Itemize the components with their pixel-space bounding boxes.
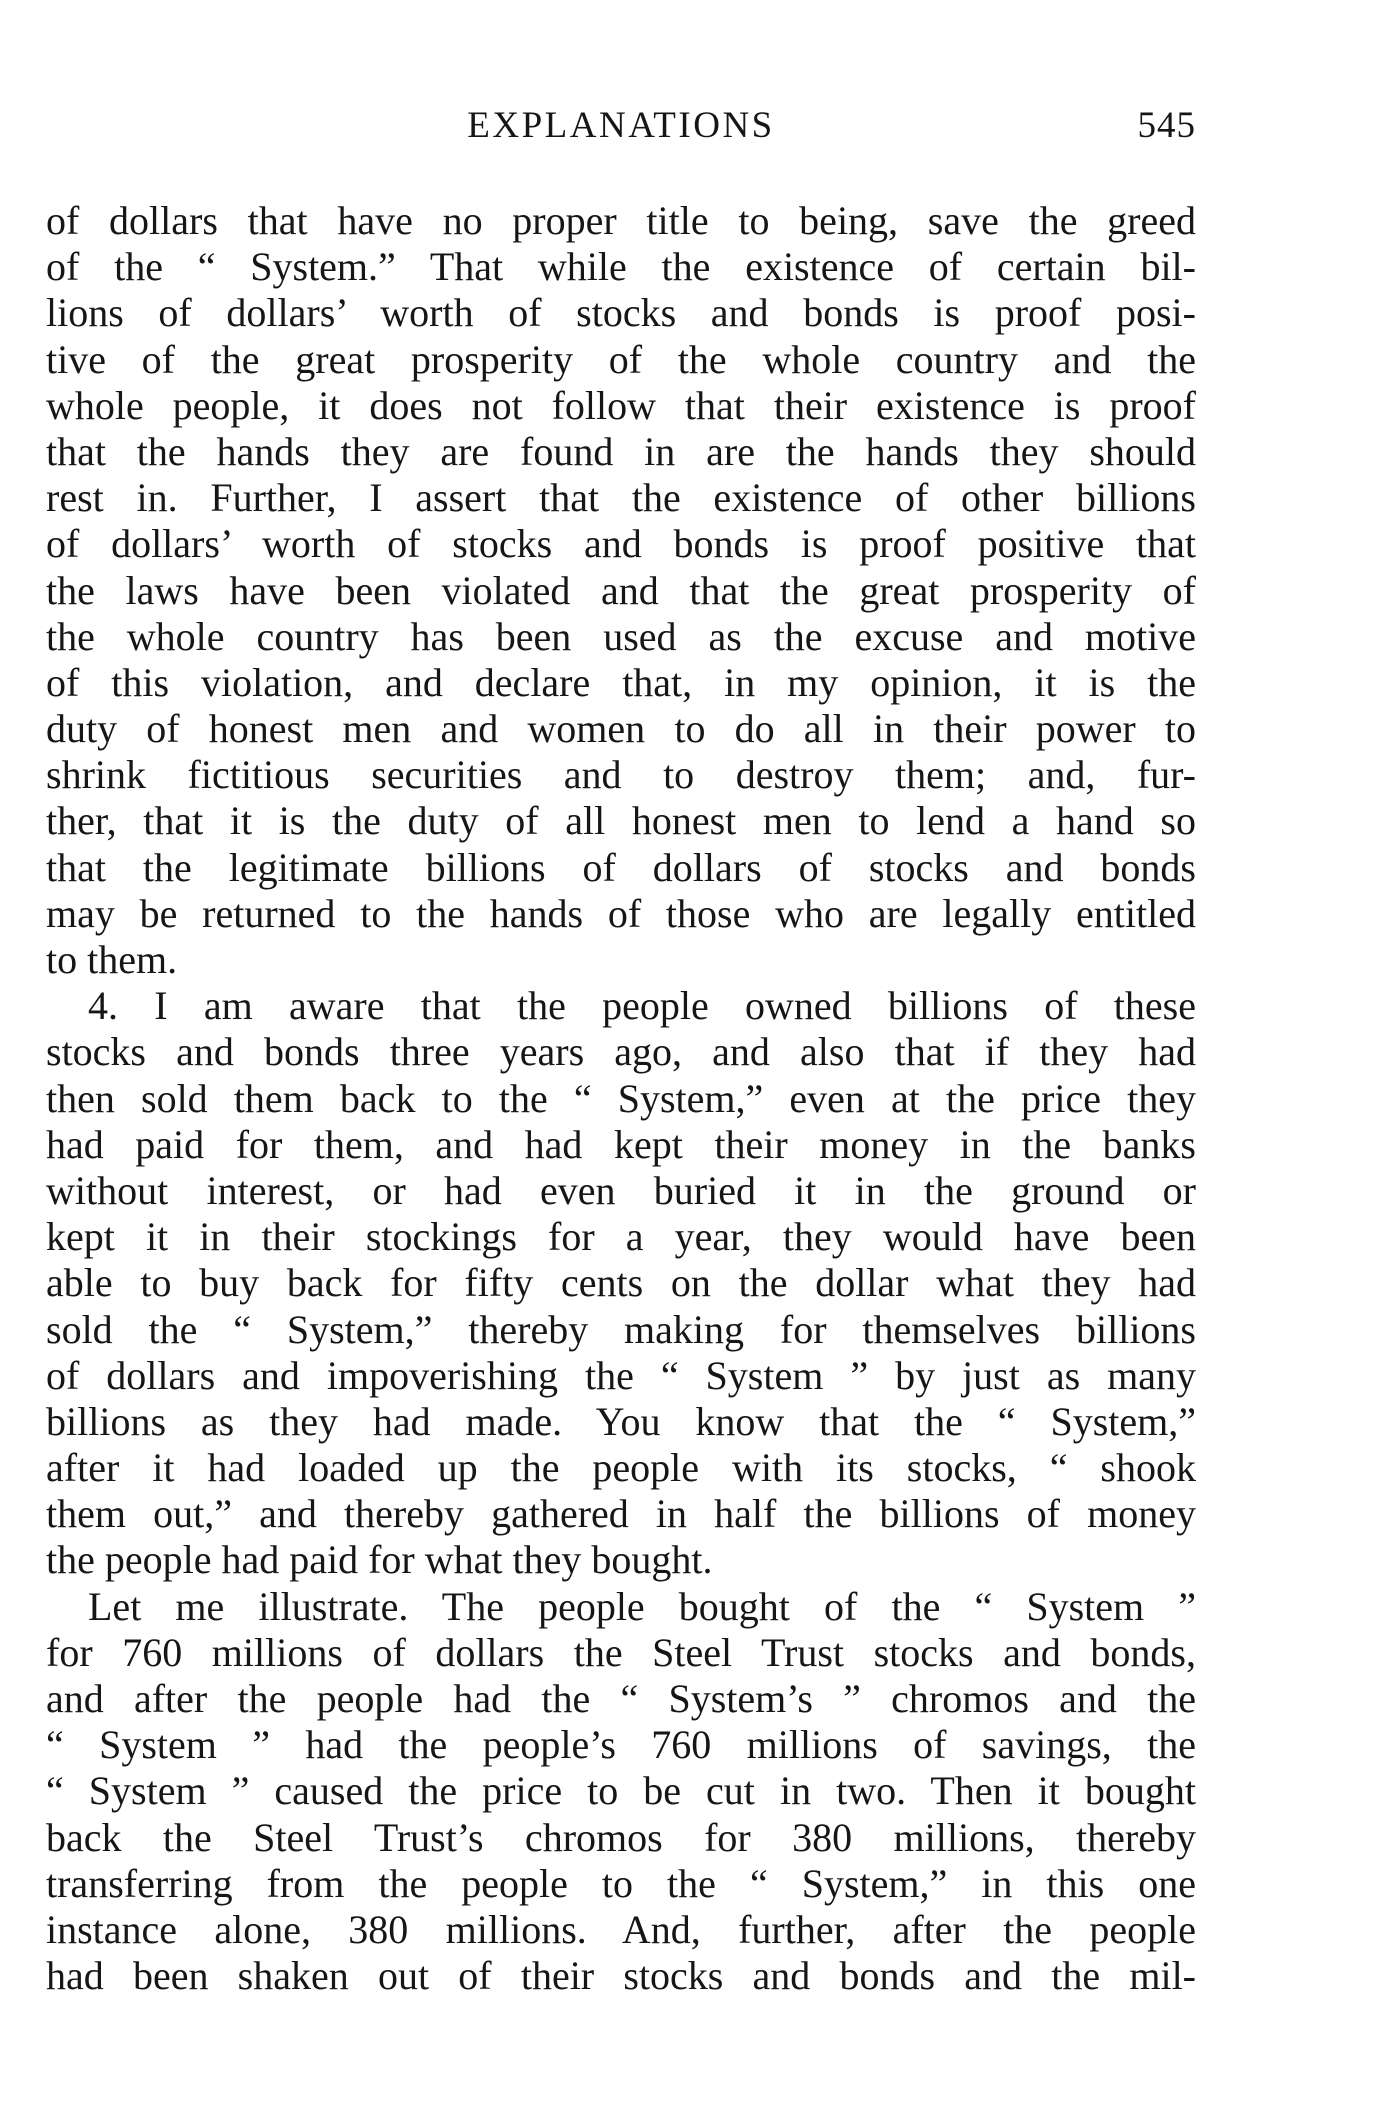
text-line: and after the people had the “ System’s ” chromos and the [46, 1676, 1196, 1721]
text-line: sold the “ System,” thereby making for themselves billions [46, 1306, 1196, 1352]
text-line: the laws have been violated and that the great prosperity of [46, 567, 1196, 613]
text-line: shrink fictitious securities and to destroy them; and, fur- [46, 752, 1196, 798]
page-header [46, 104, 1196, 156]
text-line: tive of the great prosperity of the whole country and the [46, 336, 1196, 382]
text-line: able to buy back for fifty cents on the dollar what they had [46, 1260, 1196, 1306]
text-line: stocks and bonds three years ago, and also that if they had [46, 1029, 1196, 1075]
paragraph [46, 1584, 1196, 2000]
text-line: them out,” and thereby gathered in half the billions of money [46, 1491, 1196, 1537]
text-line: without interest, or had even buried it in the ground or [46, 1167, 1196, 1213]
text-line: instance alone, 380 millions. And, further, after the people [46, 1906, 1196, 1952]
text-line: back the Steel Trust’s chromos for 380 millions, thereby [46, 1814, 1196, 1860]
text-line: of the “ System.” That while the existence of certain bil- [46, 244, 1196, 290]
paragraph [46, 198, 1196, 983]
text-line: then sold them back to the “ System,” even at the price they [46, 1075, 1196, 1121]
text-line: the people had paid for what they bought. [46, 1537, 713, 1583]
text-line: of this violation, and declare that, in my opinion, it is the [46, 659, 1196, 705]
text-line: “ System ” caused the price to be cut in two. Then it bought [46, 1768, 1196, 1814]
text-line: whole people, it does not follow that their existence is proof [46, 382, 1196, 428]
text-line: that the hands they are found in are the hands they should [46, 428, 1196, 474]
text-line: the whole country has been used as the excuse and motive [46, 613, 1196, 659]
text-line: billions as they had made. You know that the “ System,” [46, 1398, 1196, 1444]
text-line: to them. [46, 937, 178, 982]
text-line: “ System ” had the people’s 760 millions of savings, the [46, 1722, 1196, 1768]
running-head: EXPLANATIONS [467, 105, 775, 146]
text-line: lions of dollars’ worth of stocks and bonds is proof posi- [46, 290, 1196, 336]
text-line: kept it in their stockings for a year, they would have been [46, 1214, 1196, 1260]
text-line: of dollars that have no proper title to being, save the greed [46, 198, 1196, 243]
text-line: that the legitimate billions of dollars of stocks and bonds [46, 844, 1196, 890]
text-line: of dollars and impoverishing the “ System ” by just as many [46, 1352, 1196, 1398]
text-line: rest in. Further, I assert that the existence of other billions [46, 475, 1196, 521]
page-number: 545 [1137, 105, 1196, 146]
text-line: Let me illustrate. The people bought of the “ System ” [88, 1583, 1196, 1629]
text-line: of dollars’ worth of stocks and bonds is proof positive that [46, 521, 1196, 567]
text-line: after it had loaded up the people with its stocks, “ shook [46, 1445, 1196, 1491]
text-line: had been shaken out of their stocks and bonds and the mil- [46, 1953, 1196, 1999]
text-line: for 760 millions of dollars the Steel Trust stocks and bonds, [46, 1629, 1196, 1675]
body-text [46, 198, 1196, 1999]
text-line: transferring from the people to the “ System,” in this one [46, 1860, 1196, 1906]
text-line: ther, that it is the duty of all honest men to lend a hand so [46, 798, 1196, 844]
text-line: 4. I am aware that the people owned billions of these [88, 983, 1196, 1029]
text-line: duty of honest men and women to do all in their power to [46, 706, 1196, 752]
text-line: may be returned to the hands of those who are legally entitled [46, 890, 1196, 936]
paragraph [46, 983, 1196, 1583]
text-line: had paid for them, and had kept their money in the banks [46, 1121, 1196, 1167]
